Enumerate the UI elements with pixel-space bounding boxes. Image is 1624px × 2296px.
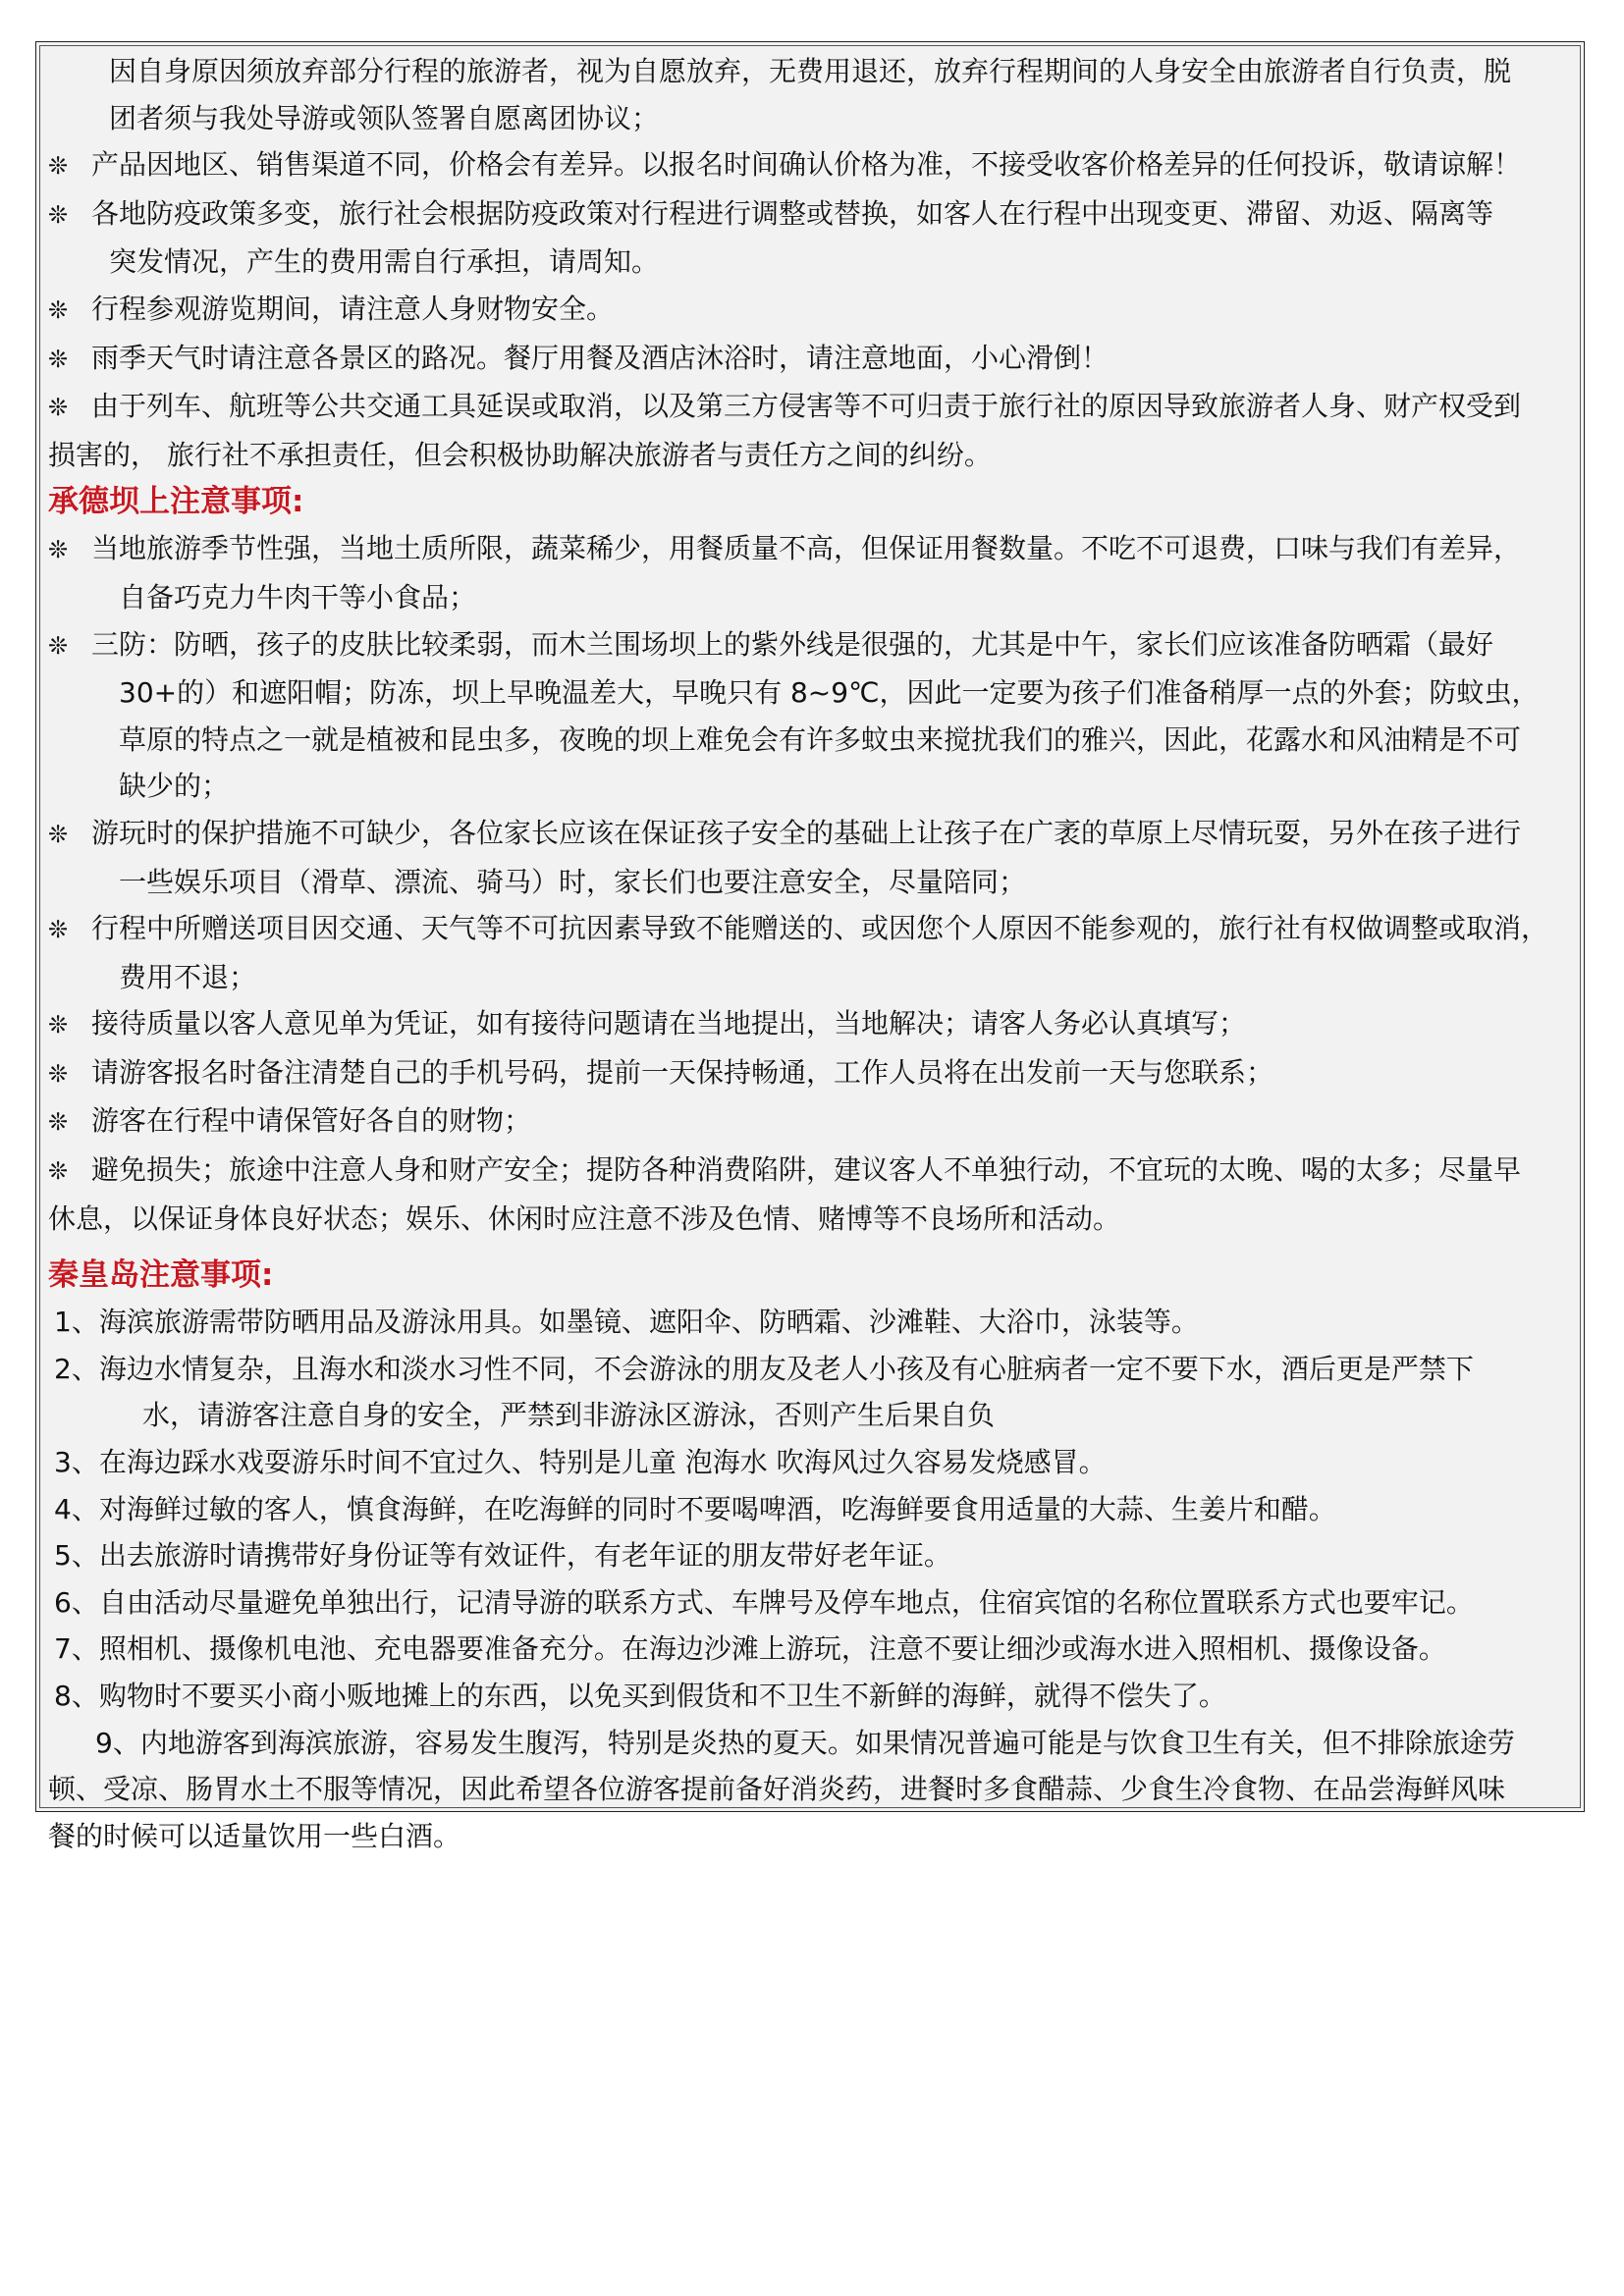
note-text: 1、海滨旅游需带防晒用品及游泳用具。如墨镜、遮阳伞、防晒霜、沙滩鞋、大浴巾，泳装等。: [54, 1306, 1199, 1339]
bullet-icon: ❊: [48, 1108, 69, 1137]
bullet-icon: ❊: [48, 536, 69, 564]
qinhuangdao-note-1: [48, 1299, 1574, 1346]
note-text: 缺少的；: [119, 770, 230, 803]
notice-content: [48, 48, 1574, 1859]
bullet-icon: ❊: [48, 394, 69, 422]
qinhuangdao-note-6: [48, 1579, 1574, 1627]
note-text: 请游客报名时备注清楚自己的手机号码，提前一天保持畅通，工作人员将在出发前一天与您联系；: [91, 1055, 1274, 1089]
chengde-note-3: [48, 810, 1574, 905]
qinhuangdao-note-4: [48, 1486, 1574, 1533]
note-text: 30+的）和遮阳帽；防冻，坝上早晚温差大，早晚只有 8~9℃，因此一定要为孩子们准备稍厚一点的外套；防蚊虫，: [119, 676, 1540, 710]
notice-box: [35, 41, 1585, 1852]
chengde-heading: 承德坝上注意事项:: [48, 484, 304, 520]
note-text: 自备巧克力牛肉干等小食品；: [119, 580, 477, 614]
bullet-icon: ❊: [48, 1011, 69, 1040]
note-text: 顿、受凉、肠胃水土不服等情况，因此希望各位游客提前备好消炎药，进餐时多食醋蒜、少食生冷食物、在品尝海鲜风味: [48, 1773, 1506, 1806]
bullet-icon: ❊: [48, 1059, 69, 1088]
bullet-icon: ❊: [48, 820, 69, 848]
note-text: 由于列车、航班等公共交通工具延误或取消，以及第三方侵害等不可归责于旅行社的原因导致旅游者人身、财产权受到: [91, 390, 1522, 423]
bullet-icon: ❊: [48, 345, 69, 373]
general-note-3: [48, 286, 1574, 335]
note-text: 休息，以保证身体良好状态；娱乐、休闲时应注意不涉及色情、赌博等不良场所和活动。: [48, 1201, 1121, 1235]
chengde-note-2: [48, 621, 1574, 810]
bullet-icon: ❊: [48, 916, 69, 944]
general-note-4: [48, 335, 1574, 384]
bullet-icon: ❊: [48, 631, 69, 660]
bullet-icon: ❊: [48, 1157, 69, 1186]
general-note-5: [48, 383, 1574, 478]
note-text: 3、在海边踩水戏耍游乐时间不宜过久、特别是儿童 泡海水 吹海风过久容易发烧感冒。: [54, 1446, 1107, 1479]
bullet-icon: ❊: [48, 200, 69, 229]
chengde-note-5: [48, 1000, 1574, 1049]
note-text: 草原的特点之一就是植被和昆虫多，夜晚的坝上难免会有许多蚊虫来搅扰我们的雅兴，因此，花露水和风油精是不可: [119, 722, 1522, 756]
note-text: 4、对海鲜过敏的客人，慎食海鲜，在吃海鲜的同时不要喝啤酒，吃海鲜要食用适量的大蒜、生姜片和醋。: [54, 1492, 1336, 1525]
bullet-icon: ❊: [48, 295, 69, 324]
note-text: 避免损失；旅途中注意人身和财产安全；提防各种消费陷阱，建议客人不单独行动，不宜玩的太晚、喝的太多；尽量早: [91, 1153, 1522, 1187]
note-text: 游客在行程中请保管好各自的财物；: [91, 1104, 532, 1138]
chengde-note-6: [48, 1049, 1574, 1098]
qinhuangdao-note-2: [48, 1346, 1574, 1439]
note-text: 餐的时候可以适量饮用一些白酒。: [48, 1819, 461, 1852]
note-text: 6、自由活动尽量避免单独出行，记清导游的联系方式、车牌号及停车地点，住宿宾馆的名称位置联系方式也要牢记。: [54, 1585, 1474, 1619]
note-text: 各地防疫政策多变，旅行社会根据防疫政策对行程进行调整或替换，如客人在行程中出现变更、滞留、劝返、隔离等: [91, 196, 1494, 230]
note-text: 游玩时的保护措施不可缺少，各位家长应该在保证孩子安全的基础上让孩子在广袤的草原上尽情玩耍，另外在孩子进行: [91, 816, 1522, 849]
note-text: 产品因地区、销售渠道不同，价格会有差异。以报名时间确认价格为准，不接受收客价格差异的任何投诉，敬请谅解！: [91, 148, 1522, 182]
continuation-line-2: 团者须与我处导游或领队签署自愿离团协议；: [109, 101, 660, 134]
general-note-1: [48, 141, 1574, 190]
note-text: 一些娱乐项目（滑草、漂流、骑马）时，家长们也要注意安全，尽量陪同；: [119, 865, 1027, 898]
qinhuangdao-heading: 秦皇岛注意事项:: [48, 1257, 274, 1294]
note-text: 行程参观游览期间，请注意人身财物安全。: [91, 292, 615, 325]
continuation-line-1: 因自身原因须放弃部分行程的旅游者，视为自愿放弃，无费用退还，放弃行程期间的人身安全由旅游者自行负责，脱: [109, 55, 1512, 87]
qinhuangdao-note-5: [48, 1532, 1574, 1579]
chengde-note-7: [48, 1097, 1574, 1147]
note-text: 雨季天气时请注意各景区的路况。餐厅用餐及酒店沐浴时，请注意地面，小心滑倒！: [91, 341, 1110, 374]
note-text: 行程中所赠送项目因交通、天气等不可抗因素导致不能赠送的、或因您个人原因不能参观的，旅行社有权做调整或取消，: [91, 912, 1549, 945]
chengde-note-1: [48, 525, 1574, 620]
note-text: 9、内地游客到海滨旅游，容易发生腹泻，特别是炎热的夏天。如果情况普遍可能是与饮食卫生有关，但不排除旅途劳: [95, 1726, 1515, 1759]
chengde-note-8: [48, 1147, 1574, 1242]
note-text: 8、购物时不要买小商小贩地摊上的东西，以免买到假货和不卫生不新鲜的海鲜，就得不偿失了。: [54, 1680, 1226, 1712]
note-text: 突发情况，产生的费用需自行承担，请周知。: [109, 245, 660, 279]
qinhuangdao-note-9: [48, 1720, 1574, 1860]
chengde-note-4: [48, 905, 1574, 1000]
note-text: 水，请游客注意自身的安全，严禁到非游泳区游泳，否则产生后果自负: [142, 1399, 996, 1432]
note-text: 接待质量以客人意见单为凭证，如有接待问题请在当地提出，当地解决；请客人务必认真填写；: [91, 1007, 1247, 1041]
note-text: 损害的， 旅行社不承担责任，但会积极协助解决旅游者与责任方之间的纠纷。: [48, 438, 992, 471]
qinhuangdao-note-3: [48, 1439, 1574, 1486]
note-text: 费用不退；: [119, 960, 257, 993]
qinhuangdao-note-7: [48, 1626, 1574, 1673]
general-note-2: [48, 190, 1574, 286]
note-text: 7、照相机、摄像机电池、充电器要准备充分。在海边沙滩上游玩，注意不要让细沙或海水进入照相机、摄像设备。: [54, 1632, 1446, 1666]
note-text: 三防：防晒，孩子的皮肤比较柔弱，而木兰围场坝上的紫外线是很强的，尤其是中午，家长们应该准备防晒霜（最好: [91, 627, 1494, 661]
note-text: 2、海边水情复杂，且海水和淡水习性不同，不会游泳的朋友及老人小孩及有心脏病者一定不要下水，酒后更是严禁下: [54, 1352, 1474, 1385]
bullet-icon: ❊: [48, 152, 69, 181]
note-text: 当地旅游季节性强，当地土质所限，蔬菜稀少，用餐质量不高，但保证用餐数量。不吃不可退费，口味与我们有差异，: [91, 532, 1522, 565]
qinhuangdao-note-8: [48, 1673, 1574, 1720]
note-text: 5、出去旅游时请携带好身份证等有效证件，有老年证的朋友带好老年证。: [54, 1539, 951, 1573]
